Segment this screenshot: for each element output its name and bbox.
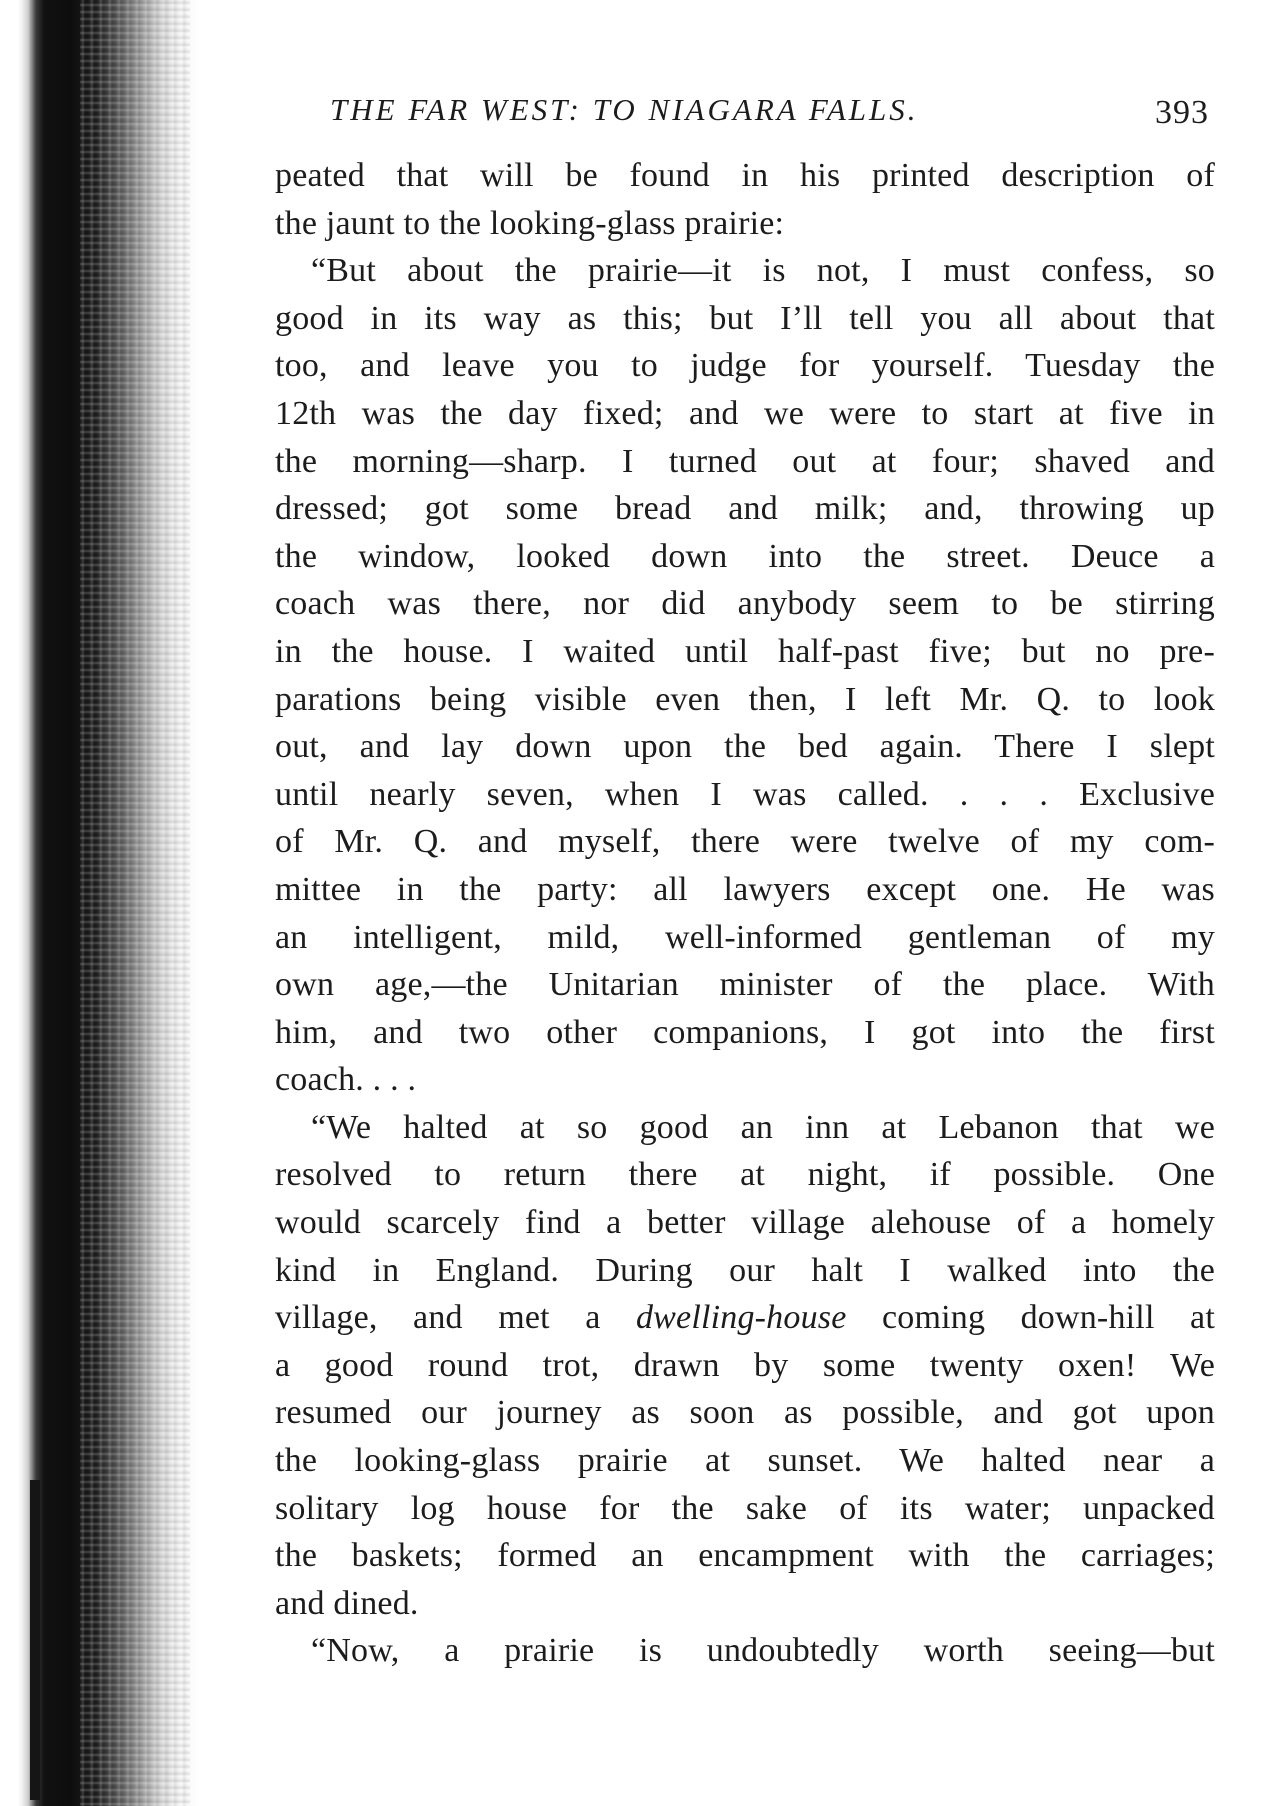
running-header <box>275 84 1215 144</box>
text-line: coach was there, nor did anybody seem to be stirring <box>275 585 1215 623</box>
text-line: coach. . . . <box>275 1061 417 1099</box>
text-line-with-italic <box>275 1294 1215 1342</box>
text-line: “But about the prairie—it is not, I must confess, so <box>311 252 1215 290</box>
text-line: too, and leave you to judge for yourself. Tuesday the <box>275 347 1215 385</box>
line-segment-after: coming down-hill at <box>846 1299 1215 1337</box>
text-line: dressed; got some bread and milk; and, throwing up <box>275 490 1215 528</box>
text-line: a good round trot, drawn by some twenty oxen! We <box>275 1346 1215 1384</box>
book-page <box>275 84 1215 1675</box>
italic-word: dwelling-house <box>635 1299 847 1337</box>
text-line: would scarcely find a better village alehouse of a homely <box>275 1204 1215 1242</box>
text-line: resolved to return there at night, if possible. One <box>275 1156 1215 1194</box>
text-line: an intelligent, mild, well-informed gentleman of my <box>275 918 1215 956</box>
text-line: the window, looked down into the street. Deuce a <box>275 537 1215 575</box>
text-line: until nearly seven, when I was called. . . . Exclusive <box>275 775 1215 813</box>
text-line: and dined. <box>275 1584 419 1622</box>
text-line: resumed our journey as soon as possible, and got upon <box>275 1394 1215 1432</box>
text-line: the baskets; formed an encampment with the carriages; <box>275 1537 1215 1575</box>
text-line: him, and two other companions, I got into the first <box>275 1013 1215 1051</box>
scan-noise <box>80 0 190 1806</box>
text-line: peated that will be found in his printed description of <box>275 157 1215 194</box>
text-line: kind in England. During our halt I walked into the <box>275 1251 1215 1289</box>
binding-shadow <box>30 1480 40 1800</box>
text-line: the morning—sharp. I turned out at four; shaved and <box>275 442 1215 480</box>
page-body <box>275 152 1215 1675</box>
running-head-title: THE FAR WEST: TO NIAGARA FALLS. <box>330 92 919 127</box>
text-line: in the house. I waited until half-past five; but no pre- <box>275 632 1215 670</box>
text-line: “Now, a prairie is undoubtedly worth seeing—but <box>311 1632 1215 1670</box>
text-line: the looking-glass prairie at sunset. We halted near a <box>275 1442 1215 1480</box>
text-line: out, and lay down upon the bed again. There I slept <box>275 728 1215 766</box>
text-line: of Mr. Q. and myself, there were twelve of my com- <box>275 823 1215 861</box>
text-line: solitary log house for the sake of its water; unpacked <box>275 1489 1215 1527</box>
text-line: good in its way as this; but I’ll tell you all about that <box>275 299 1215 337</box>
text-line: 12th was the day fixed; and we were to start at five in <box>275 394 1215 432</box>
text-line: the jaunt to the looking-glass prairie: <box>275 204 785 242</box>
page-number: 393 <box>1155 94 1209 131</box>
line-segment-before: village, and met a <box>275 1299 636 1337</box>
text-line: “We halted at so good an inn at Lebanon that we <box>311 1108 1215 1146</box>
text-line: parations being visible even then, I left Mr. Q. to look <box>275 680 1215 718</box>
text-line: mittee in the party: all lawyers except one. He was <box>275 870 1215 908</box>
text-line: own age,—the Unitarian minister of the place. With <box>275 966 1215 1004</box>
